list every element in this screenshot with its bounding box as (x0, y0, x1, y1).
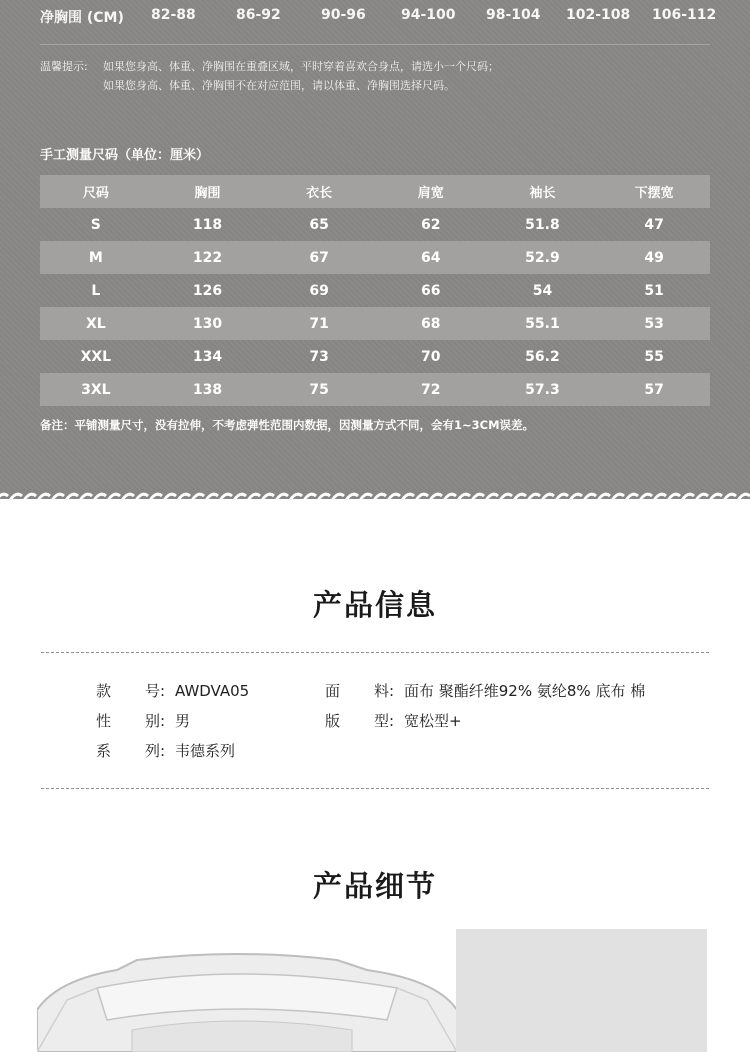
info-value: 面布 聚酯纤维92% 氨纶8% 底布 棉 (404, 682, 646, 700)
info-gender (96, 710, 190, 731)
table-cell: 70 (421, 348, 441, 365)
table-cell: 71 (309, 315, 329, 332)
tips-line: 如果您身高、体重、净胸围在重叠区域，平时穿着喜欢合身点，请选小一个尺码； (103, 60, 499, 73)
table-cell: L (91, 282, 101, 299)
info-key: 别: (145, 712, 166, 730)
rope-twist (0, 494, 8, 504)
measure-note: 备注：平铺测量尺寸，没有拉伸，不考虑弹性范围内数据，因测量方式不同，会有1~3CM误差。 (40, 418, 535, 432)
table-cell: XXL (80, 348, 112, 365)
divider-line (41, 788, 709, 789)
chest-range: 98-104 (486, 7, 541, 23)
measure-title: 手工测量尺码（单位：厘米） (40, 148, 210, 163)
table-header-row (40, 175, 710, 208)
table-cell: 3XL (81, 381, 111, 398)
info-value: 男 (175, 712, 191, 730)
table-row (40, 373, 710, 406)
table-header: 袖长 (529, 186, 556, 201)
table-header: 尺码 (82, 186, 109, 201)
table-cell: 66 (421, 282, 441, 299)
table-cell: 72 (421, 381, 441, 398)
table-cell: 122 (192, 249, 223, 266)
info-key: 列: (145, 742, 166, 760)
table-cell: 138 (192, 381, 223, 398)
info-key: 系 (96, 742, 112, 760)
tips-line: 如果您身高、体重、净胸围不在对应范围，请以体重、净胸围选择尺码。 (103, 79, 455, 92)
chest-label: 净胸围 (CM) (40, 10, 124, 26)
table-cell: M (88, 249, 103, 266)
table-cell: 57 (644, 381, 664, 398)
tips-label: 温馨提示: (40, 60, 88, 73)
table-cell: 69 (309, 282, 329, 299)
table-cell: 52.9 (525, 249, 560, 266)
table-cell: 65 (309, 216, 329, 233)
info-value: AWDVA05 (175, 682, 250, 700)
table-cell: 130 (192, 315, 223, 332)
info-key: 款 (96, 682, 112, 700)
table-header: 衣长 (306, 186, 333, 201)
chest-range: 94-100 (401, 7, 456, 23)
detail-image-placeholder (456, 929, 707, 1052)
info-key: 号: (145, 682, 166, 700)
table-row (40, 241, 710, 274)
table-cell: 68 (421, 315, 441, 332)
table-cell: 73 (309, 348, 329, 365)
chest-range: 90-96 (321, 7, 366, 23)
table-cell: 55.1 (525, 315, 560, 332)
info-fabric (325, 680, 645, 701)
table-row (40, 208, 710, 241)
table-cell: 57.3 (525, 381, 560, 398)
chest-range: 102-108 (566, 7, 631, 23)
table-cell: 62 (421, 216, 441, 233)
table-cell: 56.2 (525, 348, 560, 365)
table-cell: XL (85, 315, 106, 332)
table-cell: 54 (532, 282, 553, 299)
chest-range: 106-112 (652, 7, 717, 23)
table-cell: 47 (644, 216, 664, 233)
table-header: 下摆宽 (634, 186, 674, 201)
chest-range: 82-88 (151, 7, 196, 23)
table-cell: 67 (309, 249, 329, 266)
chest-range: 86-92 (236, 7, 281, 23)
info-key: 面 (325, 682, 341, 700)
table-cell: 126 (192, 282, 223, 299)
table-cell: 53 (644, 315, 664, 332)
table-cell: 49 (644, 249, 664, 266)
divider-line (41, 652, 709, 653)
size-tips (40, 57, 499, 95)
table-cell: 55 (644, 348, 664, 365)
info-key: 版 (325, 712, 341, 730)
size-table (40, 175, 710, 406)
table-row (40, 340, 710, 373)
table-cell: 51 (644, 282, 664, 299)
info-value: 宽松型+ (404, 712, 462, 730)
table-row (40, 274, 710, 307)
product-detail-title: 产品细节 (312, 869, 437, 903)
table-cell: 118 (192, 216, 223, 233)
table-cell: 51.8 (525, 216, 560, 233)
table-row (40, 307, 710, 340)
shirt-collar-image (37, 940, 457, 1052)
product-info-title: 产品信息 (312, 588, 437, 622)
table-cell: 64 (421, 249, 441, 266)
rope-divider (0, 490, 750, 508)
chest-size-row (40, 0, 717, 45)
table-cell: 134 (192, 348, 223, 365)
info-value: 韦德系列 (175, 742, 236, 760)
size-chart-panel (0, 0, 750, 498)
info-style-no (96, 680, 249, 701)
info-key: 料: (374, 682, 395, 700)
info-key: 型: (374, 712, 395, 730)
info-series (96, 740, 235, 761)
table-header: 肩宽 (417, 186, 444, 201)
info-fit (325, 710, 462, 731)
table-header: 胸围 (194, 186, 221, 201)
table-cell: 75 (309, 381, 329, 398)
table-cell: S (90, 216, 101, 233)
info-key: 性 (96, 712, 112, 730)
